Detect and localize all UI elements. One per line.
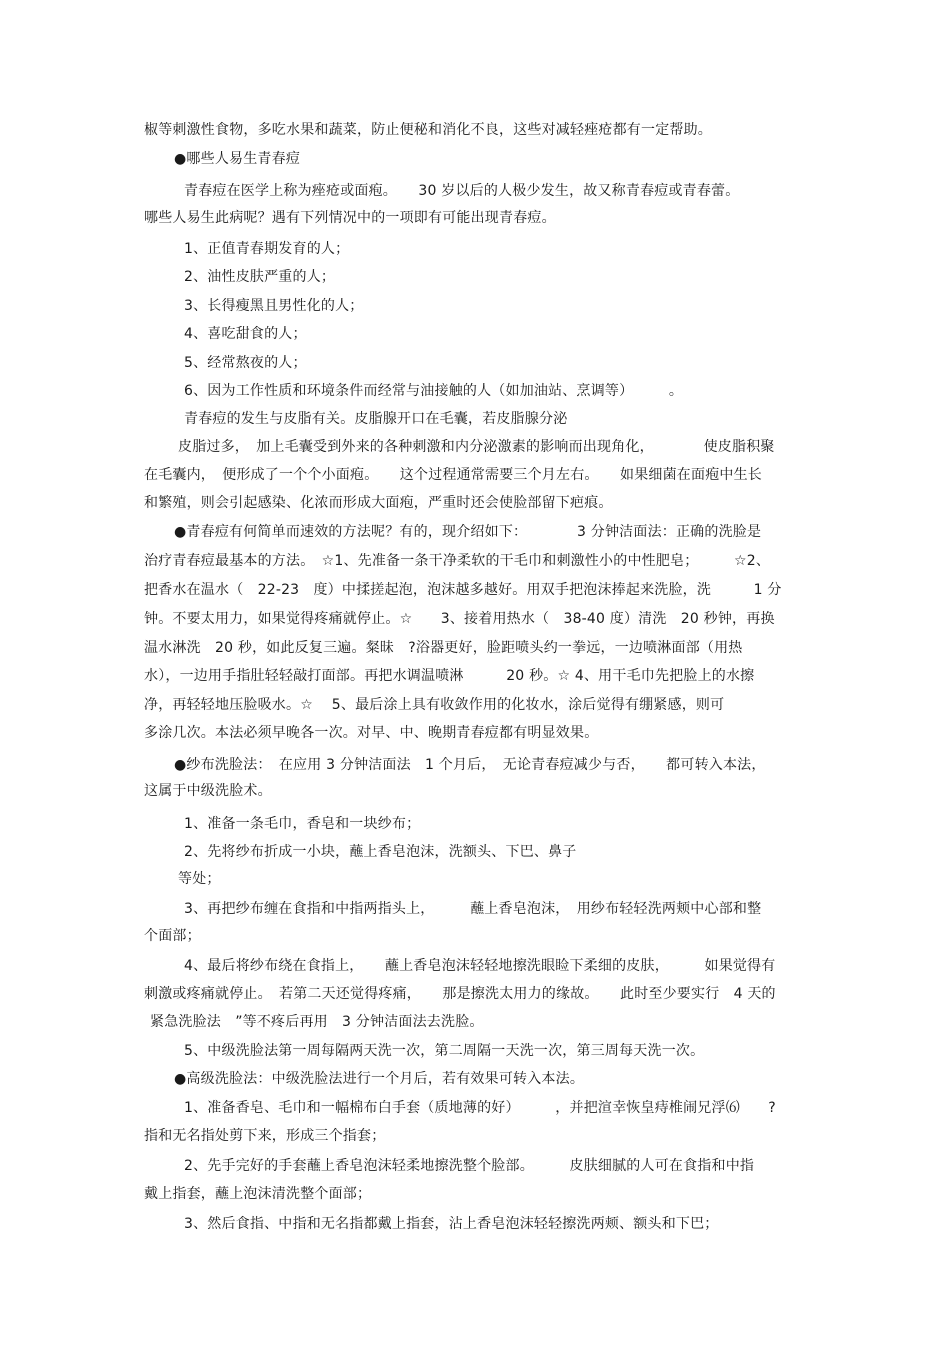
list-item: 5、中级洗脸法第一周每隔两天洗一次，第二周隔一天洗一次，第三周每天洗一次。: [184, 1043, 705, 1059]
text-line: 钟。不要太用力，如果觉得疼痛就停止。☆ 3、接着用热水（ 38-40 度）清洗 20 秒钟，再换: [144, 611, 775, 627]
section-heading: ●青春痘有何简单而速效的方法呢？有的，现介绍如下： 3 分钟洁面法：正确的洗脸是: [174, 524, 762, 540]
list-item: 1、准备一条毛巾，香皂和一块纱布；: [184, 816, 421, 832]
list-item: 2、先手完好的手套蘸上香皂泡沫轻柔地擦洗整个脸部。 皮肤细腻的人可在食指和中指: [184, 1158, 755, 1174]
text-line: 紧急洗脸法 ”等不疼后再用 3 分钟洁面法去洗脸。: [150, 1014, 484, 1030]
list-item: 2、先将纱布折成一小块，蘸上香皂泡沫，洗额头、下巴、鼻子: [184, 844, 577, 860]
text-line: 在毛囊内， 便形成了一个个小面疱。 这个过程通常需要三个月左右。 如果细菌在面疱中生长: [144, 467, 762, 483]
section-heading: ●高级洗脸法：中级洗脸法进行一个月后，若有效果可转入本法。: [174, 1071, 585, 1087]
list-item: 4、喜吃甜食的人；: [184, 326, 307, 342]
text-line: 刺激或疼痛就停止。 若第二天还觉得疼痛， 那是擦洗太用力的缘故。 此时至少要实行 4 天的: [144, 986, 776, 1002]
text-line: 指和无名指处剪下来，形成三个指套；: [144, 1128, 386, 1144]
text-line: 戴上指套，蘸上泡沫清洗整个面部；: [144, 1186, 372, 1202]
text-line: 皮脂过多， 加上毛囊受到外来的各种刺激和内分泌激素的影响而出现角化， 使皮脂积聚: [178, 439, 775, 455]
text-line: 哪些人易生此病呢？遇有下列情况中的一项即有可能出现青春痘。: [144, 210, 556, 226]
list-item: 3、再把纱布缠在食指和中指两指头上， 蘸上香皂泡沫， 用纱布轻轻洗两颊中心部和整: [184, 901, 762, 917]
text-line: 青春痘在医学上称为痤疮或面疱。 30 岁以后的人极少发生，故又称青春痘或青春蕾。: [184, 183, 740, 199]
list-item: 3、然后食指、中指和无名指都戴上指套，沾上香皂泡沫轻轻擦洗两颊、额头和下巴；: [184, 1216, 719, 1232]
text-line: 水），一边用手指肚轻轻敲打面部。再把水调温喷淋 20 秒。☆ 4、用干毛巾先把脸上的水擦: [144, 668, 755, 684]
section-heading: ●纱布洗脸法： 在应用 3 分钟洁面法 1 个月后， 无论青春痘减少与否， 都可转入本法，: [174, 757, 766, 773]
text-line: 椒等刺激性食物，多吃水果和蔬菜，防止便秘和消化不良，这些对减轻痤疮都有一定帮助。: [144, 122, 712, 138]
list-item: 1、正值青春期发育的人；: [184, 241, 350, 257]
text-line: 青春痘的发生与皮脂有关。皮脂腺开口在毛囊，若皮脂腺分泌: [184, 411, 568, 427]
text-line: 和繁殖，则会引起感染、化浓而形成大面疱，严重时还会使脸部留下疤痕。: [144, 495, 613, 511]
list-item: 2、油性皮肤严重的人；: [184, 269, 336, 285]
text-line: 治疗青春痘最基本的方法。 ☆1、先准备一条干净柔软的干毛巾和刺激性小的中性肥皂； ☆2、: [144, 553, 771, 569]
text-line: 个面部；: [144, 928, 201, 944]
list-item: 6、因为工作性质和环境条件而经常与油接触的人（如加油站、烹调等） 。: [184, 383, 684, 399]
text-line: 这属于中级洗脸术。: [144, 783, 272, 799]
section-heading: ●哪些人易生青春痘: [174, 151, 301, 167]
text-line: 把香水在温水（ 22-23 度）中揉搓起泡，泡沫越多越好。用双手把泡沫捧起来洗脸，洗 1 分: [144, 582, 782, 598]
list-item: 1、准备香皂、毛巾和一幅棉布白手套（质地薄的好） ，并把渲幸恢皇痔椎闹兄浮⑹ ?: [184, 1100, 776, 1116]
text-line: 净，再轻轻地压脸吸水。☆ 5、最后涂上具有收敛作用的化妆水，涂后觉得有绷紧感，则可: [144, 697, 725, 713]
text-line: 多涂几次。本法必须早晚各一次。对早、中、晚期青春痘都有明显效果。: [144, 725, 599, 741]
list-item: 5、经常熬夜的人；: [184, 355, 307, 371]
text-line: 温水淋洗 20 秒，如此反复三遍。粲昧 ?浴器更好，脸距喷头约一拳远，一边喷淋面部（用热: [144, 640, 743, 656]
list-item: 3、长得瘦黑且男性化的人；: [184, 298, 364, 314]
list-item: 4、最后将纱布绕在食指上， 蘸上香皂泡沫轻轻地擦洗眼睑下柔细的皮肤， 如果觉得有: [184, 958, 776, 974]
text-line: 等处；: [178, 871, 221, 887]
